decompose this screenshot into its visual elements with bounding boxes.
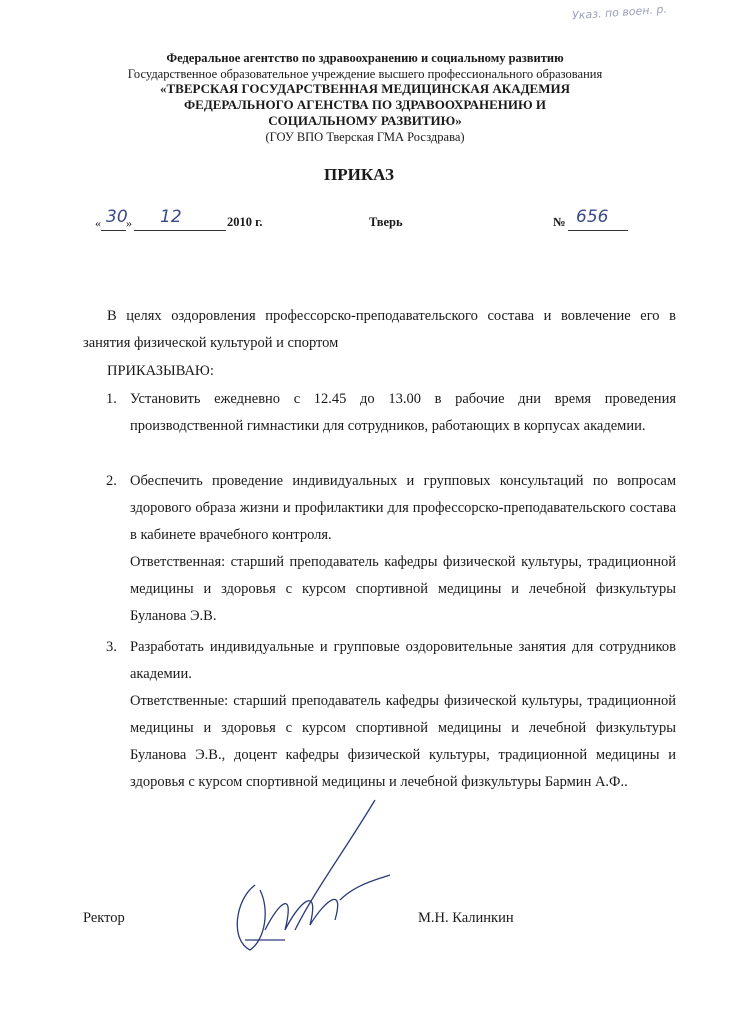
item-text: Обеспечить проведение индивидуальных и групповых консультаций по вопросам здорового образа жизни и профилактики для профессорско-преподавательского состава в кабинете врачебного контроля. — [130, 473, 676, 543]
intro-paragraph: В целях оздоровления профессорско-преподавательского состава и вовлечение его в занятия физической культурой и спортом — [83, 308, 676, 351]
item-number: 3. — [106, 639, 117, 655]
date-day: 30 — [106, 207, 128, 227]
date-year: 2010 г. — [227, 215, 263, 229]
date-close-quote: » — [126, 216, 132, 230]
item-number: 1. — [106, 391, 117, 407]
item-responsible: Ответственные: старший преподаватель кафедры физической культуры, традиционной медицины и здоровья с курсом спортивной медицины и лечебной физкультуры Буланова Э.В., доцент кафедры физической культуры, традиционной медицины и здоровья с курсом спортивной медицины и лечебной физкультуры Бармин А.Ф.. — [130, 693, 676, 790]
number-underline — [568, 230, 628, 231]
city: Тверь — [369, 215, 403, 229]
item-responsible: Ответственная: старший преподаватель кафедры физической культуры, традиционной медицины и здоровья с курсом спортивной медицины и лечебной физкультуры Буланова Э.В. — [130, 554, 676, 624]
document-title: ПРИКАЗ — [324, 165, 394, 184]
order-number: 656 — [576, 207, 609, 227]
day-underline — [101, 230, 126, 231]
header-academy-line2: ФЕДЕРАЛЬНОГО АГЕНСТВА ПО ЗДРАВООХРАНЕНИЮ И — [183, 97, 546, 112]
order-word: ПРИКАЗЫВАЮ: — [107, 363, 214, 379]
header-agency: Федеральное агентство по здравоохранению и социальному развитию — [166, 51, 564, 65]
corner-handwritten-note: Указ. по воен. р. — [571, 2, 668, 23]
signatory-name: М.Н. Калинкин — [418, 910, 514, 926]
item-number: 2. — [106, 473, 117, 489]
header-short-name: (ГОУ ВПО Тверская ГМА Росздрава) — [265, 130, 465, 144]
month-underline — [134, 230, 226, 231]
header-institution-type: Государственное образовательное учреждение высшего профессионального образования — [127, 67, 603, 81]
date-open-quote: « — [95, 216, 101, 230]
item-text: Разработать индивидуальные и групповые оздоровительные занятия для сотрудников академии. — [130, 639, 676, 682]
signature-image — [225, 790, 395, 960]
header-academy-line3: СОЦИАЛЬНОМУ РАЗВИТИЮ» — [268, 113, 462, 128]
header-academy-line1: «ТВЕРСКАЯ ГОСУДАРСТВЕННАЯ МЕДИЦИНСКАЯ АКАДЕМИЯ — [160, 81, 570, 96]
number-label: № — [553, 215, 566, 229]
signatory-position: Ректор — [83, 910, 125, 926]
date-month: 12 — [160, 207, 182, 227]
item-text: Установить ежедневно с 12.45 до 13.00 в рабочие дни время проведения производственной гимнастики для сотрудников, работающих в корпусах академии. — [130, 391, 676, 434]
